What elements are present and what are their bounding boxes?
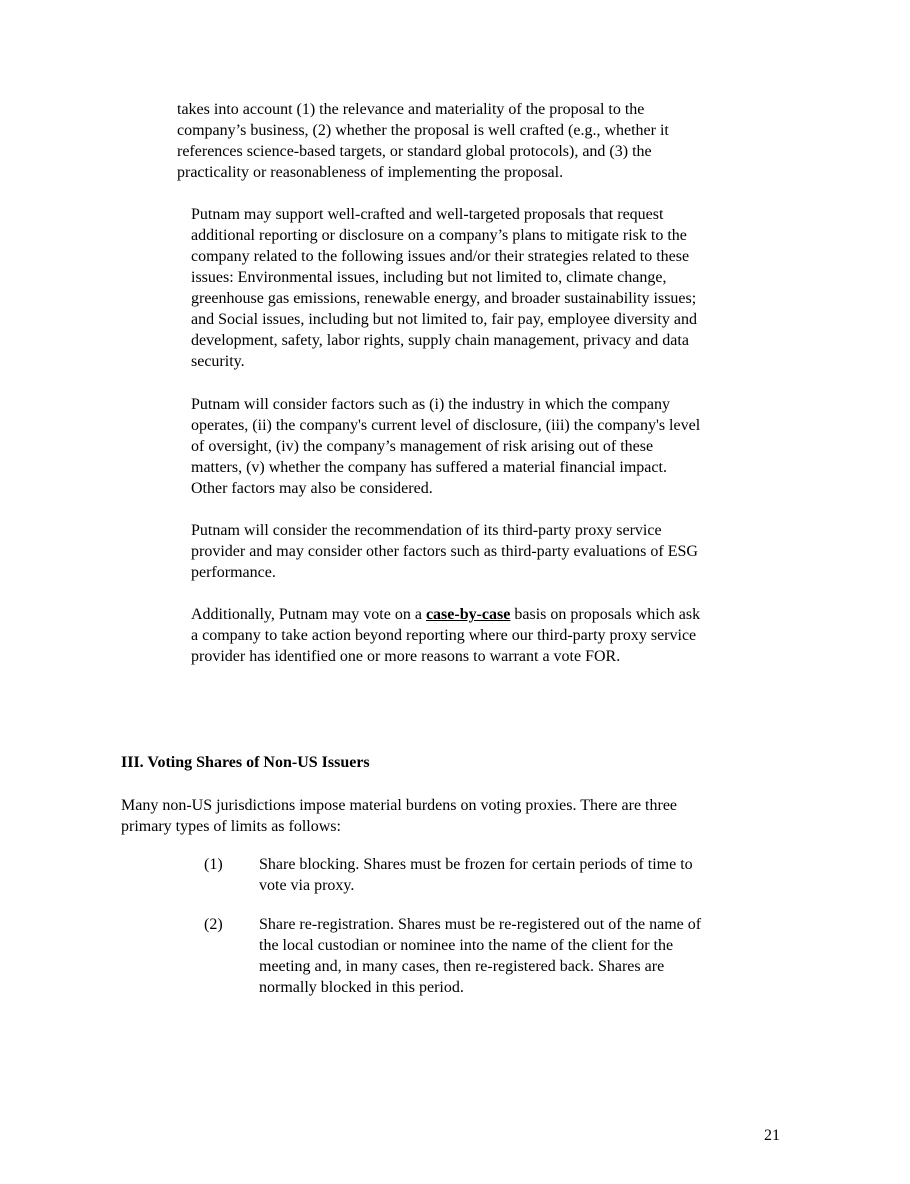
text-line: operates, (ii) the company's current level of disclosure, (iii) the company's level	[191, 417, 701, 434]
text-line: Share blocking. Shares must be frozen for certain periods of time to	[259, 856, 693, 873]
text-line: provider has identified one or more reasons to warrant a vote FOR.	[191, 648, 621, 665]
text-line: issues: Environmental issues, including but not limited to, climate change,	[191, 269, 667, 286]
text-line: company’s business, (2) whether the proposal is well crafted (e.g., whether it	[177, 122, 669, 139]
intro-paragraph	[177, 99, 669, 183]
text-line: and Social issues, including but not limited to, fair pay, employee diversity and	[191, 311, 697, 328]
factors-paragraph	[191, 394, 700, 499]
text-line: primary types of limits as follows:	[121, 818, 341, 835]
text-line: vote via proxy.	[259, 877, 355, 894]
case-by-case-emphasis: case-by-case	[425, 606, 511, 623]
text-line: Other factors may also be considered.	[191, 480, 433, 497]
recommendation-paragraph	[191, 520, 698, 583]
section-intro-paragraph	[121, 795, 677, 837]
text-line: meeting and, in many cases, then re-registered back. Shares are	[259, 958, 665, 975]
text-line: takes into account (1) the relevance and materiality of the proposal to the	[177, 101, 645, 118]
text-line: security.	[191, 353, 245, 370]
text-line: Putnam will consider factors such as (i) the industry in which the company	[191, 396, 671, 413]
text-line: development, safety, labor rights, supply chain management, privacy and data	[191, 332, 689, 349]
text-segment: basis on proposals which ask	[510, 606, 701, 623]
case-by-case-paragraph	[191, 604, 700, 667]
list-item-number: (2)	[204, 916, 223, 933]
text-line: Putnam may support well-crafted and well-targeted proposals that request	[191, 206, 664, 223]
text-line: references science-based targets, or standard global protocols), and (3) the	[177, 143, 652, 160]
text-line: provider and may consider other factors such as third-party evaluations of ESG	[191, 543, 698, 560]
text-line: company related to the following issues and/or their strategies related to these	[191, 248, 690, 265]
esg-reporting-paragraph	[191, 204, 697, 372]
text-line	[191, 604, 700, 625]
text-line: additional reporting or disclosure on a company’s plans to mitigate risk to the	[191, 227, 687, 244]
list-item-text	[259, 854, 693, 896]
list-item-number: (1)	[204, 856, 223, 873]
text-line: Putnam will consider the recommendation of its third-party proxy service	[191, 522, 662, 539]
text-segment: Additionally, Putnam may vote on a	[191, 606, 426, 623]
text-line: performance.	[191, 564, 276, 581]
section-heading: III. Voting Shares of Non-US Issuers	[121, 754, 370, 771]
list-item-text	[259, 914, 701, 998]
text-line: matters, (v) whether the company has suffered a material financial impact.	[191, 459, 667, 476]
text-line: practicality or reasonableness of implementing the proposal.	[177, 164, 564, 181]
text-line: normally blocked in this period.	[259, 979, 464, 996]
text-line: a company to take action beyond reporting where our third-party proxy service	[191, 627, 697, 644]
text-line: the local custodian or nominee into the name of the client for the	[259, 937, 674, 954]
text-line: Share re-registration. Shares must be re-registered out of the name of	[259, 916, 702, 933]
text-line: of oversight, (iv) the company’s management of risk arising out of these	[191, 438, 654, 455]
page-number: 21	[764, 1127, 780, 1144]
text-line: Many non-US jurisdictions impose material burdens on voting proxies. There are three	[121, 797, 678, 814]
text-line: greenhouse gas emissions, renewable energy, and broader sustainability issues;	[191, 290, 697, 307]
